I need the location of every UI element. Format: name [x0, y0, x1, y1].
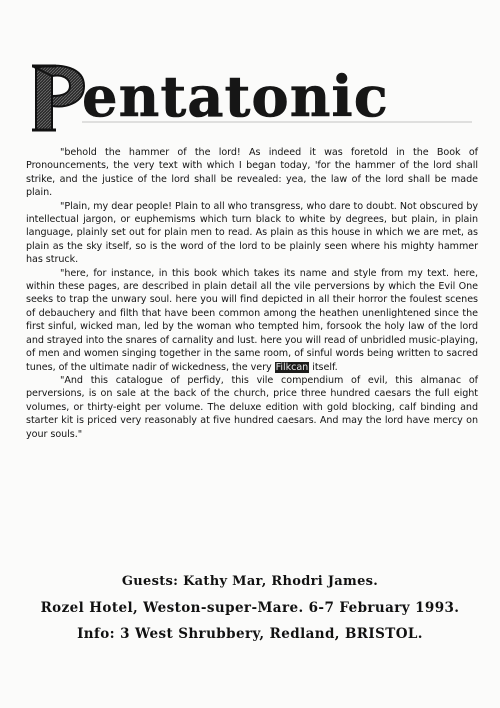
- paragraph-3-text: "here, for instance, in this book which takes its name and style from my text. here, within these pages, are described in plain detail all the vile perversions by which the Evil One seeks to trap the unwary soul. here you will find depicted in all their horror the foulest scenes of debauchery and filth that have been common among the heathen unenlightened since the first sinful, wicked man, led by the woman who tempted him, forsook the holy law of the lord and strayed into the snares of carnality and lust. here you will read of unbridled music-playing, of men and women singing together in the same room, of sinful words being written to sacred tunes, of the ultimate nadir of wickedness, the very: [26, 267, 478, 373]
- paragraph-1: "behold the hammer of the lord! As indeed it was foretold in the Book of Pronouncements, the very text with which I began today, 'for the hammer of the lord shall strike, and the justice of the lord shall be revealed: yea, the law of the lord shall be made plain.: [26, 147, 478, 199]
- paragraph-3: [26, 267, 478, 374]
- guests-line: Guests: Kathy Mar, Rhodri James.: [121, 574, 379, 589]
- sermon-text: [26, 146, 478, 441]
- paragraph-3-end: itself.: [312, 361, 338, 373]
- info-line: Info: 3 West Shrubbery, Redland, BRISTOL.: [77, 626, 423, 642]
- venue-line: Rozel Hotel, Weston-super-Mare. 6-7 February 1993.: [40, 600, 460, 616]
- paragraph-4: "And this catalogue of perfidy, this vile compendium of evil, this almanac of perversions, is on sale at the back of the church, price three hundred caesars the full eight volumes, or thirty-eight per volume. The deluxe edition with gold blocking, calf binding and starter kit is priced very reasonably at five hundred caesars. And may the lord have mercy on your souls.": [26, 374, 478, 440]
- paragraph-2: "Plain, my dear people! Plain to all who transgress, who dare to doubt. Not obscured by intellectual jargon, or euphemisms which turn black to white by degrees, but plain, in plain language, plainly set out for plain men to read. As plain as this house in which we are met, as plain as the sky itself, so is the word of the lord to be plainly seen where his mighty hammer has struck.: [26, 200, 478, 266]
- masthead-letters: entatonic: [82, 64, 389, 130]
- masthead-logo: [22, 58, 484, 138]
- ornamental-p-letter: [32, 66, 84, 130]
- highlighted-word: Filkcan: [275, 361, 309, 373]
- masthead-logo-art: [22, 58, 484, 138]
